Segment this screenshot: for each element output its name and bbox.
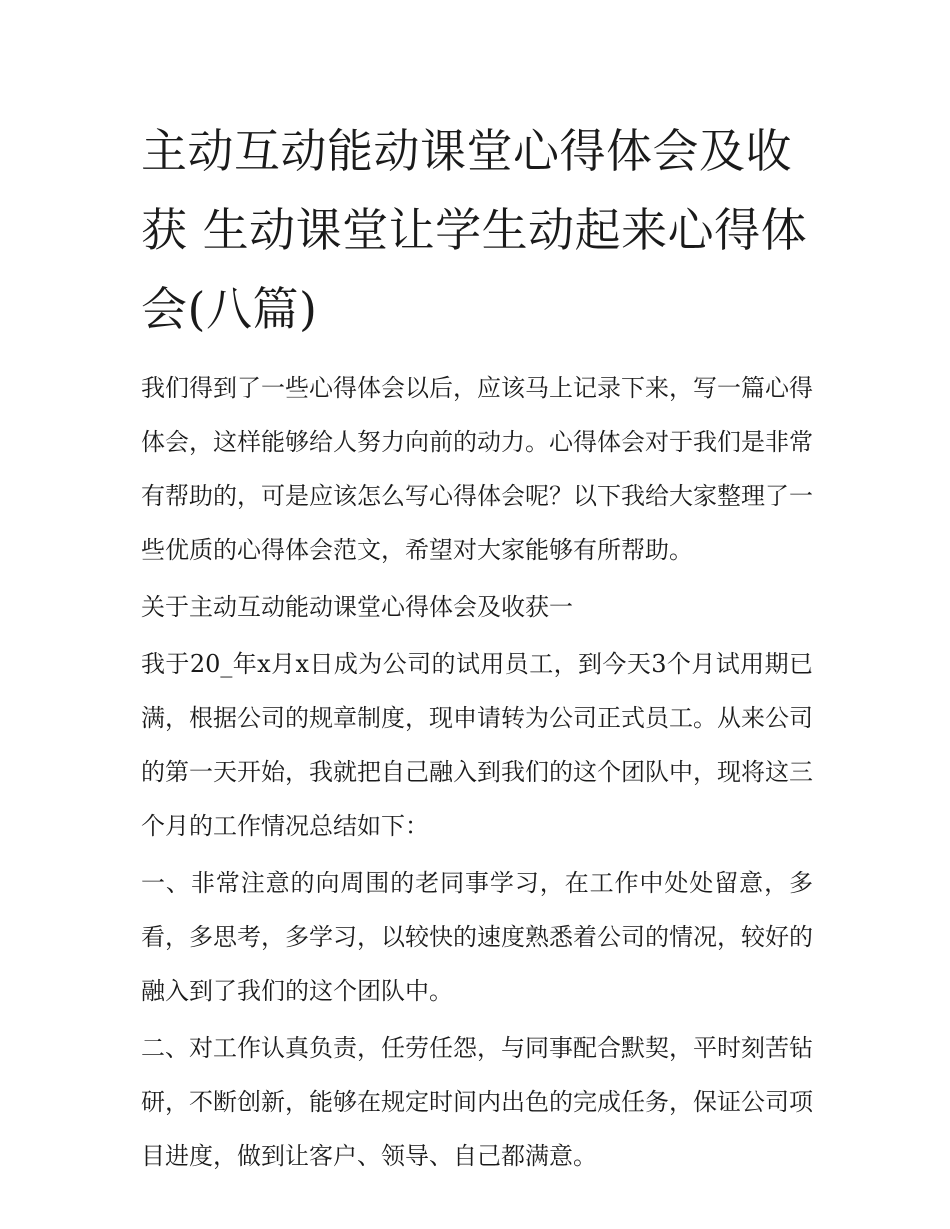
section-heading: 关于主动互动能动课堂心得体会及收获一 (141, 593, 573, 621)
intro-paragraph: 我们得到了一些心得体会以后，应该马上记录下来，写一篇心得体会，这样能够给人努力向前的动力。心得体会对于我们是非常有帮助的，可是应该怎么写心得体会呢？以下我给大家整理了一些优质的心得体会范文，希望对大家能够有所帮助。 (141, 374, 813, 564)
body-paragraph: 我于20_年x月x日成为公司的试用员工，到今天3个月试用期已满，根据公司的规章制度，现申请转为公司正式员工。从来公司的第一天开始，我就把自己融入到我们的这个团队中，现将这三个月的工作情况总结如下： (141, 650, 813, 840)
body-paragraph: 一、非常注意的向周围的老同事学习，在工作中处处留意，多看，多思考，多学习，以较快的速度熟悉着公司的情况，较好的融入到了我们的这个团队中。 (141, 869, 813, 1005)
body-paragraph: 二、对工作认真负责，任劳任怨，与同事配合默契，平时刻苦钻研，不断创新，能够在规定时间内出色的完成任务，保证公司项目进度，做到让客户、领导、自己都满意。 (141, 1034, 813, 1170)
document-title: 主动互动能动课堂心得体会及收获 生动课堂让学生动起来心得体会(八篇) (141, 124, 808, 336)
document-page (141, 112, 813, 1183)
